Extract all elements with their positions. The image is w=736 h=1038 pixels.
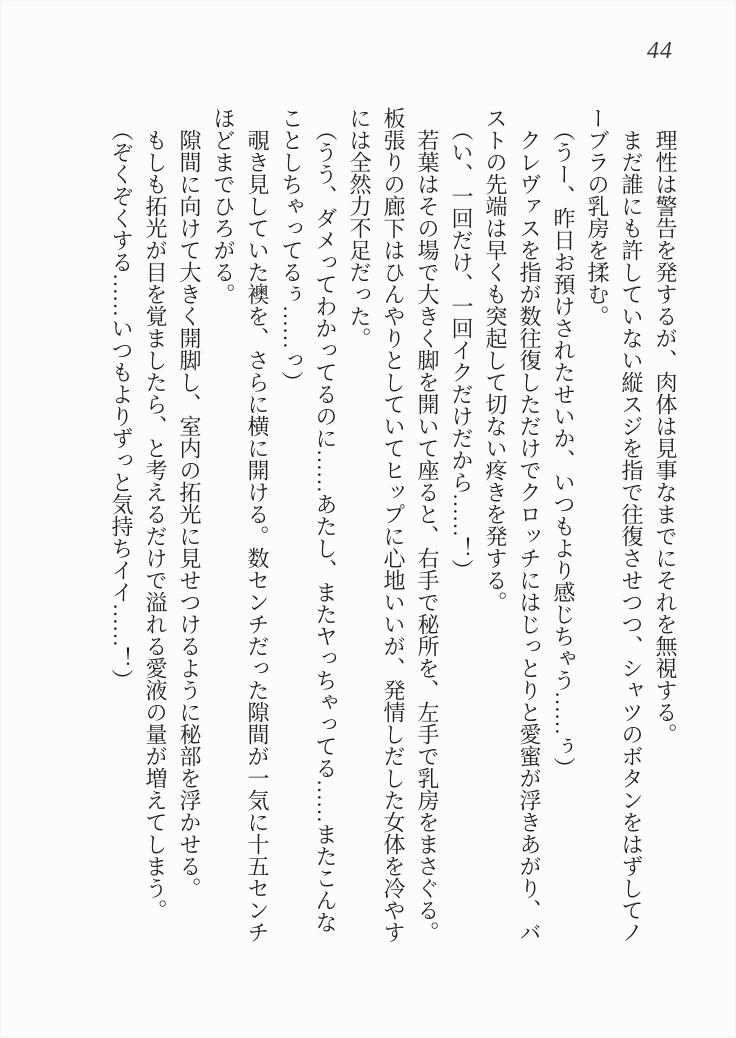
paragraph: 覗き見していた襖を、さらに横に開ける。数センチだった隙間が一気に十五センチほどまでひろがる。 [211, 107, 270, 943]
paragraph: 隙間に向けて大きく開脚し、室内の拓光に見せつけるように秘部を浮かせる。 [177, 129, 202, 899]
paragraph: （うう、ダメってわかってるのに……あたし、またヤっちゃってる……またこんなことしちゃってるぅ……っ） [279, 107, 338, 934]
paragraph: （うー、昨日お預けされたせいか、いつもより感じちゃう……ぅ） [551, 119, 576, 780]
paragraph: もしも拓光が目を覚ましたら、と考えるだけで溢れる愛液の量が増えてしまう。 [143, 129, 168, 921]
paragraph: クレヴァスを指が数往復しただけでクロッチにはじっとりと愛蜜が浮きあがり、バストの先端は早くも突起して切ない疼きを発する。 [483, 107, 542, 943]
paragraph: 若葉はその場で大きく脚を開いて座ると、右手で秘所を、左手で乳房をまさぐる。板張りの廊下はひんやりとしていてヒップに心地いいが、発情しだした女体を冷やすには全然力不足だった。 [347, 107, 440, 943]
body-text [96, 107, 682, 945]
page-number: 44 [647, 38, 673, 64]
paragraph: まだ誰にも許していない縦スジを指で往復させつつ、シャツのボタンをはずしてノーブラの乳房を揉む。 [585, 107, 644, 943]
paragraph: （ぞくぞくする……いつもよりずっと気持ちイイ……！） [109, 119, 134, 692]
paragraph: 理性は警告を発するが、肉体は見事なまでにそれを無視する。 [653, 129, 678, 745]
paragraph: （い、一回だけ、一回イクだけだから……！） [449, 119, 474, 582]
